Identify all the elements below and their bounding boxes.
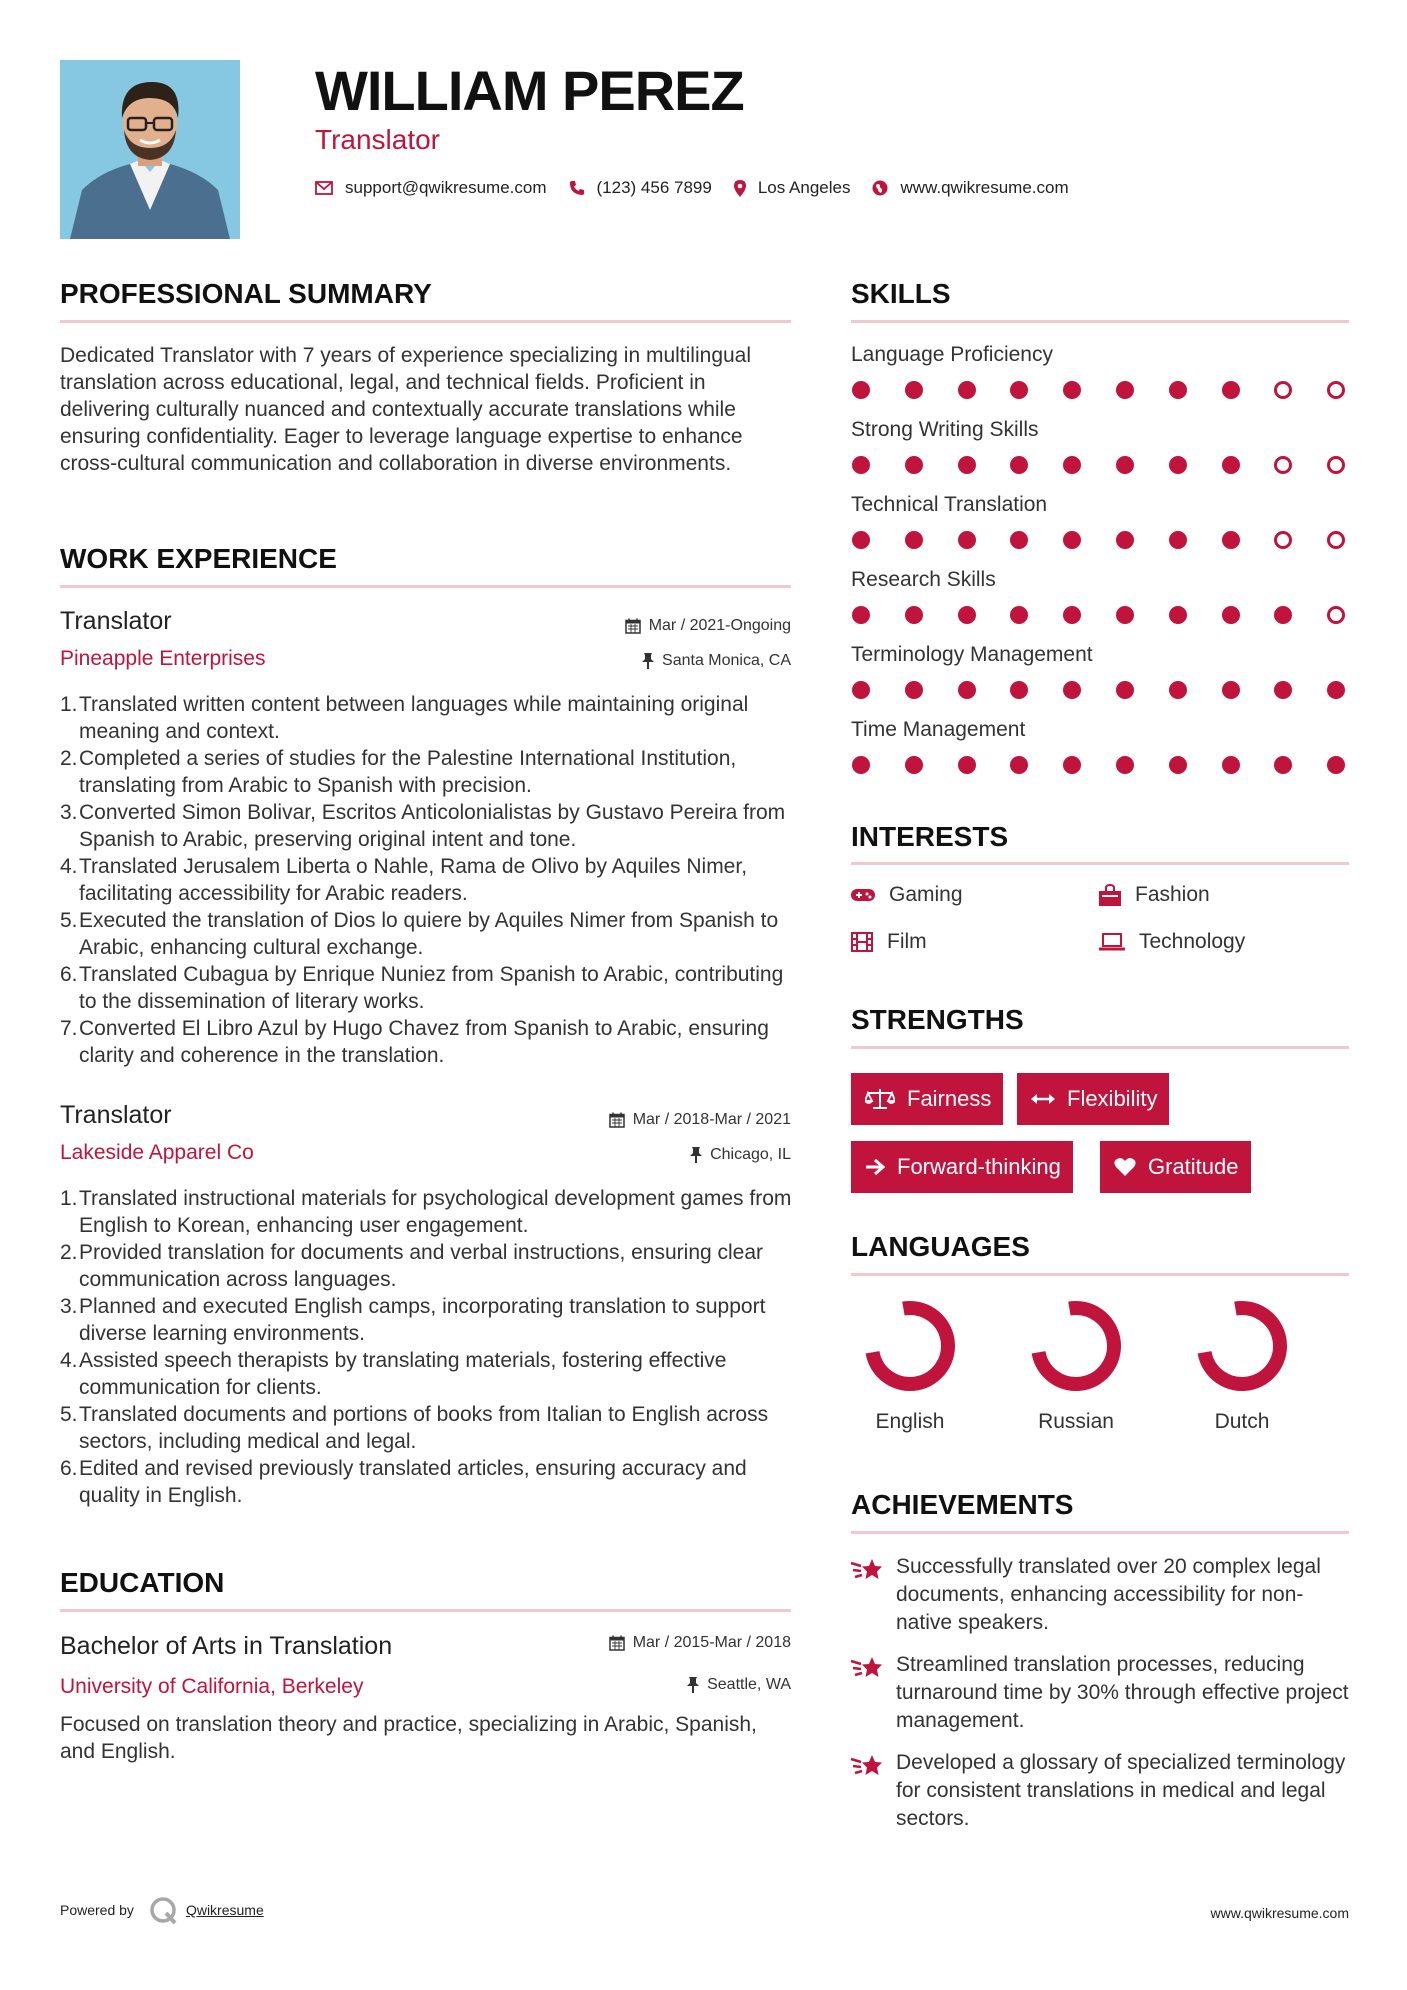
achievements-heading: ACHIEVEMENTS — [851, 1489, 1074, 1520]
skill-dot-filled — [1222, 381, 1240, 399]
arrow-right-icon — [865, 1158, 885, 1176]
strength-badge: Gratitude — [1100, 1141, 1251, 1193]
contact-email[interactable] — [315, 178, 547, 198]
list-item: 6. Translated Cubagua by Enrique Nuniez from Spanish to Arabic, contributing to the dissemination of literary works. — [60, 963, 784, 1013]
phone-text: (123) 456 7899 — [596, 178, 712, 197]
list-item: 5. Translated documents and portions of books from Italian to English across sectors, including medical and legal. — [60, 1403, 769, 1453]
skill-dot-filled — [1010, 756, 1028, 774]
interest-fashion: Fashion — [1099, 883, 1210, 907]
skill-dot-filled — [852, 456, 870, 474]
achievement-item: Developed a glossary of specialized terminology for consistent translations in medical and legal sectors. — [850, 1749, 1350, 1833]
gamepad-icon — [851, 887, 875, 903]
qwikresume-logo-icon — [148, 1895, 178, 1925]
skill-dot-empty — [1274, 531, 1292, 549]
pushpin-icon — [687, 1677, 699, 1693]
skill-dot-filled — [905, 381, 923, 399]
skill-rating — [852, 531, 1350, 551]
list-item: 3. Converted Simon Bolivar, Escritos Anticolonialistas by Gustavo Pereira from Spanish to Arabic, preserving original intent and tone. — [60, 801, 786, 851]
skill-dot-filled — [905, 456, 923, 474]
language-gauge — [862, 1298, 958, 1394]
skill-dot-filled — [1169, 531, 1187, 549]
skill-dot-filled — [1010, 606, 1028, 624]
list-item: 4. Translated Jerusalem Liberta o Nahle, Rama de Olivo by Aquiles Nimer, facilitating accessibility for Arabic readers. — [60, 855, 748, 905]
skill-dot-filled — [1116, 681, 1134, 699]
skill-dot-empty — [1274, 381, 1292, 399]
list-item: 1. Translated written content between languages while maintaining original meaning and context. — [60, 693, 749, 743]
job-date: Mar / 2021-Ongoing — [625, 617, 791, 635]
achievements-rule — [851, 1531, 1349, 1534]
candidate-name: WILLIAM PEREZ — [315, 59, 744, 122]
shopping-bag-icon — [1099, 884, 1121, 906]
skill-dot-filled — [958, 531, 976, 549]
strengths-rule — [851, 1046, 1349, 1049]
language-gauge — [1194, 1298, 1290, 1394]
skill-dot-filled — [958, 756, 976, 774]
skills-heading: SKILLS — [851, 278, 951, 309]
list-item: 1. Translated instructional materials for psychological development games from English to Korean, enhancing user engagement. — [60, 1187, 792, 1237]
summary-heading: PROFESSIONAL SUMMARY — [60, 278, 432, 309]
globe-icon — [872, 180, 888, 196]
calendar-icon — [609, 1112, 625, 1128]
skill-name: Strong Writing Skills — [851, 418, 1039, 441]
skill-name: Terminology Management — [851, 643, 1093, 666]
skill-dot-filled — [1222, 756, 1240, 774]
education-location: Seattle, WA — [687, 1676, 791, 1694]
skill-dot-empty — [1274, 456, 1292, 474]
language-name: English — [875, 1410, 945, 1433]
skill-dot-filled — [905, 606, 923, 624]
languages-heading: LANGUAGES — [851, 1231, 1030, 1262]
summary-rule — [60, 320, 791, 323]
skill-dot-filled — [1169, 756, 1187, 774]
skill-dot-filled — [852, 531, 870, 549]
phone-icon — [569, 180, 585, 196]
list-item: 6. Edited and revised previously translated articles, ensuring accuracy and quality in English. — [60, 1457, 747, 1507]
film-icon — [851, 932, 873, 952]
strengths-heading: STRENGTHS — [851, 1004, 1024, 1035]
candidate-title: Translator — [315, 124, 441, 155]
skill-dot-filled — [1063, 756, 1081, 774]
skill-dot-filled — [958, 606, 976, 624]
laptop-icon — [1099, 933, 1125, 951]
skill-dot-filled — [958, 456, 976, 474]
interests-heading: INTERESTS — [851, 821, 1009, 852]
job-company: Lakeside Apparel Co — [60, 1141, 254, 1164]
skill-dot-filled — [1063, 531, 1081, 549]
calendar-icon — [625, 618, 641, 634]
skill-dot-filled — [905, 681, 923, 699]
skill-dot-empty — [1327, 456, 1345, 474]
skill-dot-filled — [1222, 681, 1240, 699]
website-text: www.qwikresume.com — [900, 178, 1069, 197]
double-arrow-icon — [1031, 1092, 1055, 1106]
interest-film: Film — [851, 930, 927, 954]
email-text: support@qwikresume.com — [345, 178, 547, 197]
education-rule — [60, 1609, 791, 1612]
job-date: Mar / 2018-Mar / 2021 — [609, 1111, 791, 1129]
skill-dot-filled — [1010, 531, 1028, 549]
skill-dot-filled — [1010, 681, 1028, 699]
summary-text: Dedicated Translator with 7 years of experience specializing in multilingual translation across educational, legal, and technical fields. Proficient in delivering culturally nuanced and contextually accurate translations while ensuring confidentiality. Eager to leverage language expertise to enhance cross-cultural communication and collaboration in diverse environments. — [60, 344, 752, 475]
calendar-icon — [609, 1635, 625, 1651]
skill-dot-filled — [1169, 456, 1187, 474]
shooting-star-icon — [850, 1555, 884, 1583]
skill-dot-filled — [1274, 681, 1292, 699]
interests-rule — [851, 862, 1349, 865]
list-item: 4. Assisted speech therapists by translating materials, fostering effective communication for clients. — [60, 1349, 727, 1399]
contact-phone[interactable] — [569, 178, 712, 198]
shooting-star-icon — [850, 1653, 884, 1681]
pushpin-icon — [642, 653, 654, 669]
skill-dot-filled — [905, 756, 923, 774]
skill-dot-filled — [1327, 681, 1345, 699]
skill-dot-filled — [1169, 681, 1187, 699]
job-company: Pineapple Enterprises — [60, 647, 266, 670]
job-location: Santa Monica, CA — [642, 652, 791, 670]
skill-dot-filled — [1063, 681, 1081, 699]
skill-dot-empty — [1327, 381, 1345, 399]
job-bullets — [60, 1185, 795, 1509]
education-description: Focused on translation theory and practice, specializing in Arabic, Spanish, and English. — [60, 1713, 757, 1763]
skill-dot-filled — [1274, 756, 1292, 774]
envelope-icon — [315, 181, 333, 195]
skill-dot-filled — [1010, 381, 1028, 399]
strength-badge: Fairness — [851, 1073, 1003, 1125]
footer-powered-by: Powered by Qwikresume — [60, 1895, 264, 1925]
skill-dot-filled — [852, 606, 870, 624]
education-date: Mar / 2015-Mar / 2018 — [609, 1634, 791, 1652]
balance-scale-icon — [865, 1088, 895, 1110]
skill-rating — [852, 681, 1350, 701]
list-item: 2. Provided translation for documents and verbal instructions, ensuring clear communication across languages. — [60, 1241, 764, 1291]
skill-dot-filled — [852, 756, 870, 774]
degree-title: Bachelor of Arts in Translation — [60, 1632, 393, 1660]
languages-rule — [851, 1273, 1349, 1276]
school-name: University of California, Berkeley — [60, 1675, 364, 1698]
job-title: Translator — [60, 607, 172, 635]
strength-badge: Flexibility — [1017, 1073, 1169, 1125]
skill-dot-filled — [1327, 756, 1345, 774]
skill-dot-filled — [1116, 381, 1134, 399]
list-item: 2. Completed a series of studies for the Palestine International Institution, translating from Arabic to Spanish with precision. — [60, 747, 737, 797]
shooting-star-icon — [850, 1751, 884, 1779]
strength-badge: Forward-thinking — [851, 1141, 1073, 1193]
skill-dot-filled — [1222, 606, 1240, 624]
experience-heading: WORK EXPERIENCE — [60, 543, 337, 574]
skill-dot-filled — [852, 381, 870, 399]
skill-name: Time Management — [851, 718, 1026, 741]
skill-dot-filled — [1116, 606, 1134, 624]
profile-photo — [60, 60, 240, 239]
skill-dot-filled — [1063, 606, 1081, 624]
skill-rating — [852, 756, 1350, 776]
heart-icon — [1114, 1157, 1136, 1177]
skill-dot-filled — [1169, 606, 1187, 624]
skill-name: Technical Translation — [851, 493, 1048, 516]
achievement-item: Streamlined translation processes, reducing turnaround time by 30% through effective project management. — [850, 1651, 1350, 1735]
skill-dot-filled — [852, 681, 870, 699]
skill-dot-filled — [1116, 456, 1134, 474]
skill-rating — [852, 456, 1350, 476]
language-name: Russian — [1038, 1410, 1114, 1433]
contact-bar — [315, 178, 1091, 198]
pushpin-icon — [690, 1147, 702, 1163]
job-location: Chicago, IL — [690, 1146, 791, 1164]
skill-dot-filled — [1063, 381, 1081, 399]
skill-name: Language Proficiency — [851, 343, 1053, 366]
skill-dot-filled — [1116, 531, 1134, 549]
skill-dot-filled — [1222, 456, 1240, 474]
job-title: Translator — [60, 1101, 172, 1129]
language-name: Dutch — [1214, 1410, 1270, 1433]
skill-dot-filled — [1010, 456, 1028, 474]
list-item: 3. Planned and executed English camps, incorporating translation to support diverse learning environments. — [60, 1295, 766, 1345]
location-text: Los Angeles — [757, 178, 851, 197]
language-item — [1182, 1298, 1302, 1434]
contact-website[interactable] — [872, 178, 1068, 198]
map-marker-icon — [734, 180, 746, 197]
language-item — [850, 1298, 970, 1434]
list-item: 7. Converted El Libro Azul by Hugo Chavez from Spanish to Arabic, ensuring clarity and coherence in the translation. — [60, 1017, 769, 1067]
skill-dot-filled — [958, 381, 976, 399]
skill-dot-filled — [1063, 456, 1081, 474]
job-bullets — [60, 691, 795, 1069]
skill-dot-empty — [1327, 606, 1345, 624]
skill-dot-filled — [1274, 606, 1292, 624]
experience-rule — [60, 585, 791, 588]
skill-rating — [852, 381, 1350, 401]
skills-rule — [851, 320, 1349, 323]
achievement-item: Successfully translated over 20 complex legal documents, enhancing accessibility for non-native speakers. — [850, 1553, 1350, 1637]
qwikresume-link[interactable]: Qwikresume — [185, 1902, 264, 1918]
language-item — [1016, 1298, 1136, 1434]
skill-dot-filled — [905, 531, 923, 549]
skill-dot-empty — [1327, 531, 1345, 549]
education-heading: EDUCATION — [60, 1567, 225, 1598]
language-gauge — [1028, 1298, 1124, 1394]
skill-dot-filled — [1222, 531, 1240, 549]
interest-technology: Technology — [1099, 930, 1245, 954]
skill-dot-filled — [958, 681, 976, 699]
list-item: 5. Executed the translation of Dios lo quiere by Aquiles Nimer from Spanish to Arabic, enhancing cultural exchange. — [60, 909, 779, 959]
contact-location — [734, 178, 851, 198]
footer-site-link[interactable]: www.qwikresume.com — [1210, 1905, 1349, 1921]
interest-gaming: Gaming — [851, 883, 963, 907]
skill-dot-filled — [1116, 756, 1134, 774]
skill-rating — [852, 606, 1350, 626]
skill-dot-filled — [1169, 381, 1187, 399]
skill-name: Research Skills — [851, 568, 996, 591]
